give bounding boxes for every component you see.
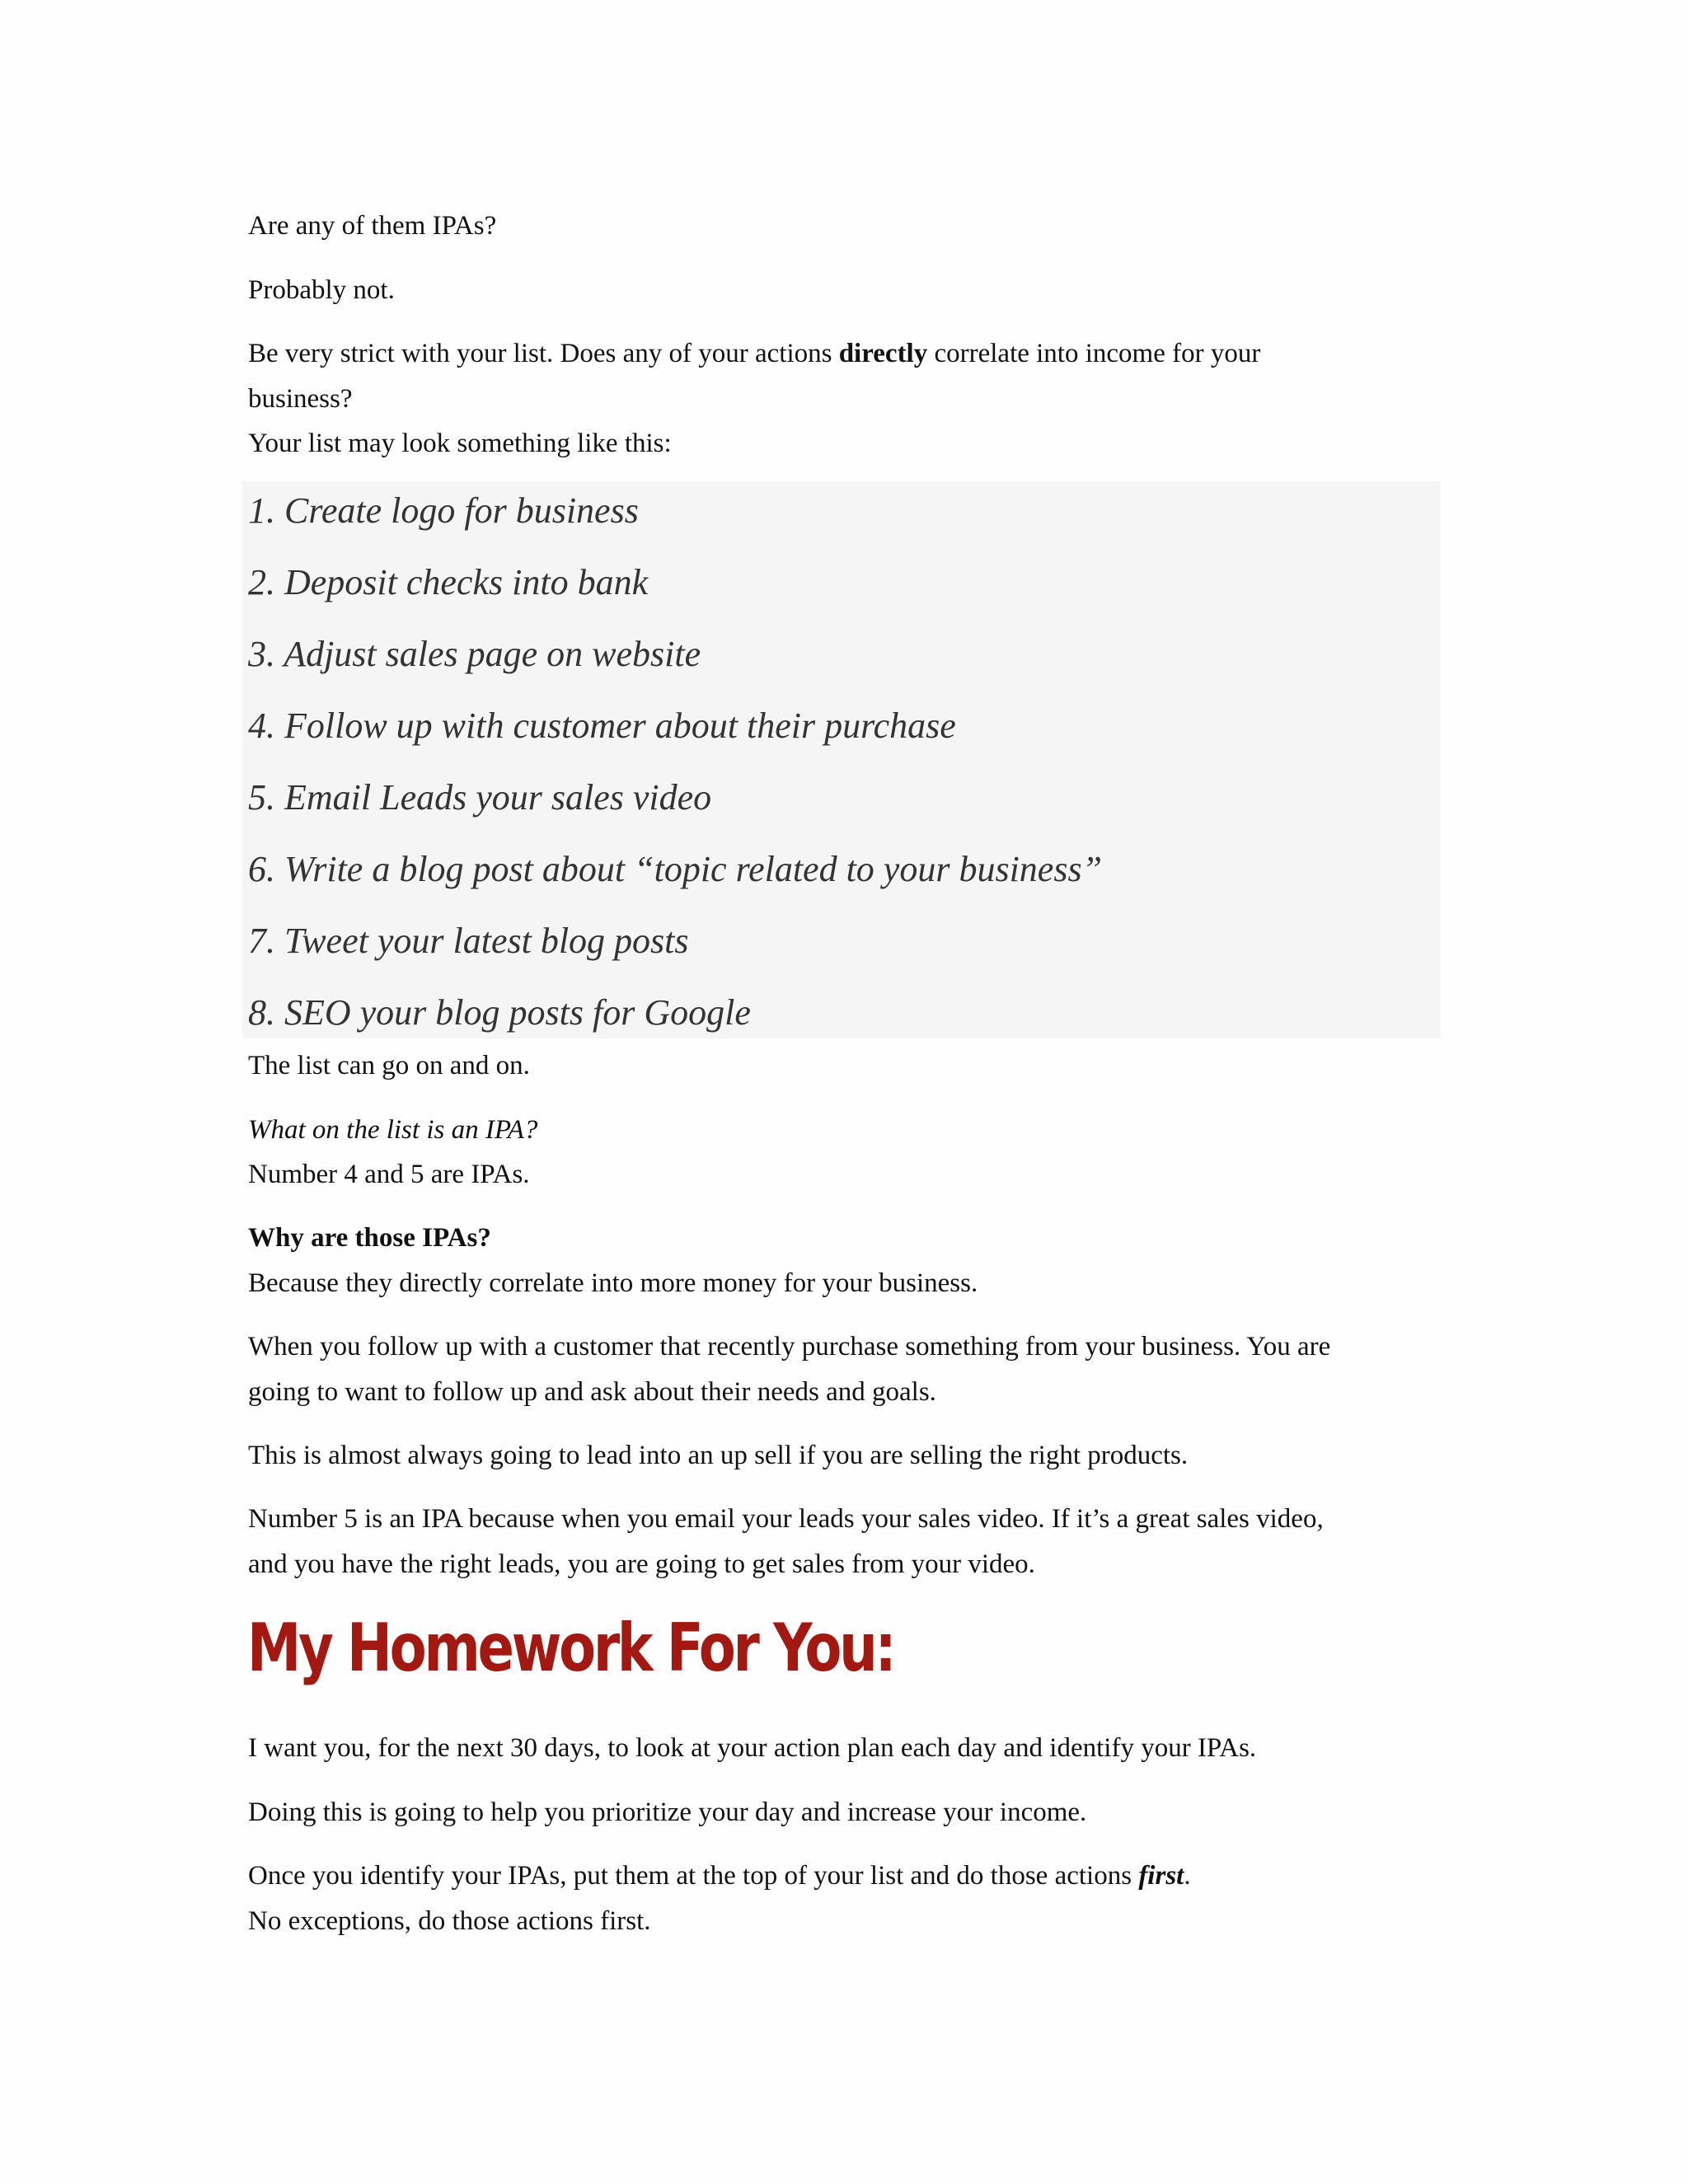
paragraph-follow-up-line2: going to want to follow up and ask about their needs and goals. (248, 1377, 936, 1407)
paragraph-what-is-ipa (248, 1108, 537, 1153)
list-item: 2. Deposit checks into bank (248, 562, 649, 602)
list-item: 6. Write a blog post about “topic related to your business” (248, 849, 1103, 889)
homework-heading: My Homework For You: (247, 1610, 894, 1686)
paragraph-number-5-line2: and you have the right leads, you are going to get sales from your video. (248, 1549, 1035, 1579)
paragraph-list-goes-on: The list can go on and on. (248, 1051, 530, 1080)
paragraph-because: Because they directly correlate into more money for your business. (248, 1268, 978, 1298)
paragraph-next-30-days: I want you, for the next 30 days, to look at your action plan each day and identify your IPAs. (248, 1733, 1257, 1763)
bold-directly: directly (838, 339, 928, 368)
paragraph-list-intro: Your list may look something like this: (248, 429, 672, 458)
text-run: Once you identify your IPAs, put them at the top of your list and do those actions (248, 1861, 1139, 1891)
paragraph-no-exceptions: No exceptions, do those actions first. (248, 1906, 651, 1936)
paragraph-number-5: Number 5 is an IPA because when you email your leads your sales video. If it’s a great sales video, (248, 1504, 1324, 1534)
bolditalic-first: first (1138, 1861, 1184, 1891)
paragraph-strict-list (248, 331, 1260, 377)
list-item: 5. Email Leads your sales video (248, 777, 712, 818)
paragraph-why-ipas (248, 1216, 491, 1261)
list-item: 7. Tweet your latest blog posts (248, 921, 689, 961)
text-run: . (1184, 1861, 1191, 1891)
paragraph-top-of-list (248, 1854, 1191, 1899)
list-item: 4. Follow up with customer about their purchase (248, 705, 956, 746)
paragraph-number-4-5: Number 4 and 5 are IPAs. (248, 1160, 530, 1189)
list-item: 3. Adjust sales page on website (248, 634, 701, 674)
bold-question: Why are those IPAs? (248, 1223, 491, 1253)
list-item: 8. SEO your blog posts for Google (248, 992, 751, 1033)
paragraph-probably-not: Probably not. (248, 275, 395, 305)
paragraph-up-sell: This is almost always going to lead into an up sell if you are selling the right products. (248, 1441, 1189, 1470)
paragraph-strict-list-line2: business? (248, 384, 353, 414)
paragraph-prioritize: Doing this is going to help you prioritize your day and increase your income. (248, 1797, 1087, 1827)
list-item: 1. Create logo for business (248, 490, 639, 531)
paragraph-follow-up: When you follow up with a customer that recently purchase something from your business. You are (248, 1332, 1331, 1361)
text-run: Be very strict with your list. Does any of your actions (248, 339, 839, 368)
text-run: correlate into income for your (927, 339, 1261, 368)
paragraph-ipa-question: Are any of them IPAs? (248, 211, 497, 241)
bold-first (1138, 1861, 1184, 1891)
italic-question: What on the list is an IPA? (248, 1115, 538, 1145)
